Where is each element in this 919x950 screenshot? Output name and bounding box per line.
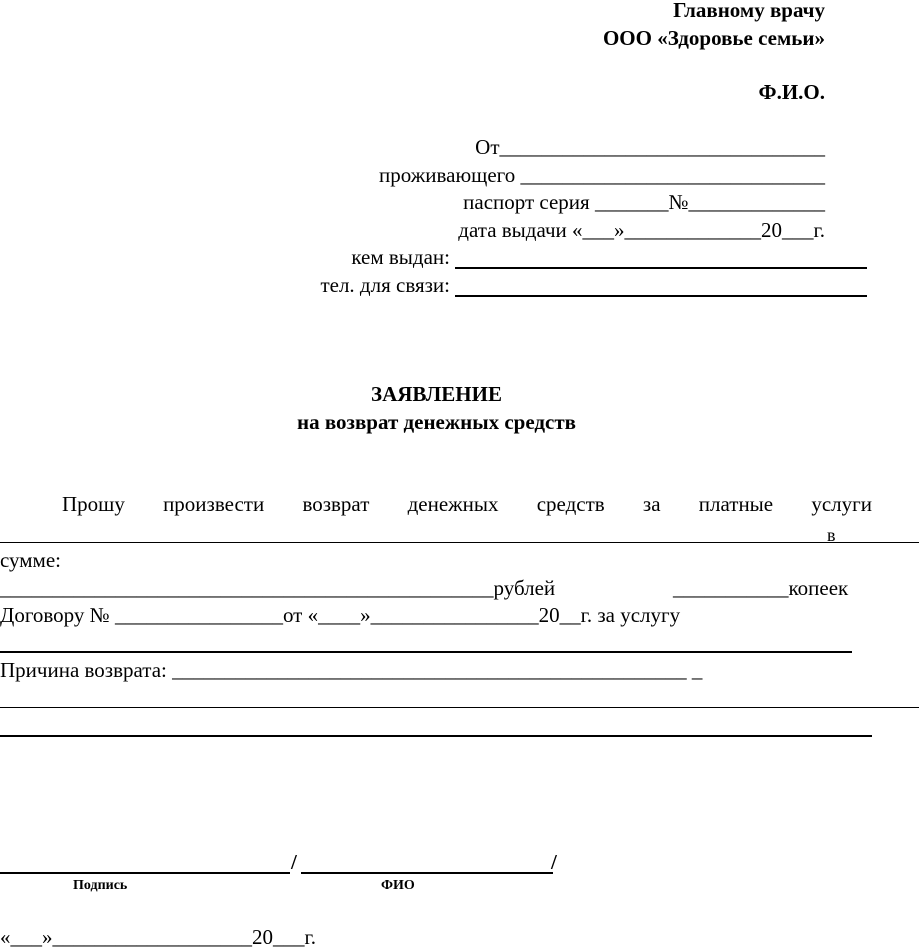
reason-line-3 xyxy=(0,735,872,737)
request-word: денежных xyxy=(407,492,499,516)
fio-line xyxy=(301,872,553,874)
document-subtitle: на возврат денежных средств xyxy=(296,410,576,434)
kopecks-field: ___________копеек xyxy=(673,576,849,600)
addressee-line-2: ООО «Здоровье семьи» xyxy=(602,26,825,50)
request-word: услуги xyxy=(811,492,872,516)
request-word: возврат xyxy=(302,492,370,516)
rubles-field: _______________________________________________рублей xyxy=(0,576,556,600)
sum-label: сумме: xyxy=(0,548,62,572)
residing-field: проживающего _____________________________ xyxy=(379,163,825,187)
signature-date: «___»___________________20___г. xyxy=(0,925,316,949)
preposition-v: в xyxy=(827,525,836,545)
from-field: От_______________________________ xyxy=(475,135,825,159)
issued-by-label: кем выдан: xyxy=(351,245,450,269)
contract-field: Договору № ________________от «____»________________20__г. за услугу xyxy=(0,603,681,627)
addressee-line-1: Главному врачу xyxy=(673,0,825,22)
reason-field: Причина возврата: _________________________________________________ _ xyxy=(0,658,703,682)
fio-label: ФИО xyxy=(381,878,415,893)
service-line xyxy=(0,651,852,653)
fio-slash: / xyxy=(551,850,557,874)
request-word: произвести xyxy=(163,492,265,516)
request-word: за xyxy=(642,492,661,516)
issued-by-line xyxy=(455,267,867,269)
passport-field: паспорт серия _______№_____________ xyxy=(463,190,825,214)
signature-slash: / xyxy=(291,850,297,874)
phone-label: тел. для связи: xyxy=(320,273,450,297)
signature-line xyxy=(0,872,290,874)
addressee-fio: Ф.И.О. xyxy=(758,80,825,104)
issue-date-field: дата выдачи «___»_____________20___г. xyxy=(458,218,825,242)
request-word: платные xyxy=(698,492,774,516)
reason-line-2 xyxy=(0,707,919,708)
request-word: средств xyxy=(536,492,605,516)
request-line xyxy=(62,492,872,516)
request-word: Прошу xyxy=(62,492,125,516)
services-line xyxy=(0,542,919,543)
signature-label: Подпись xyxy=(73,878,128,893)
phone-line xyxy=(455,295,867,297)
document-title: ЗАЯВЛЕНИЕ xyxy=(371,382,502,406)
